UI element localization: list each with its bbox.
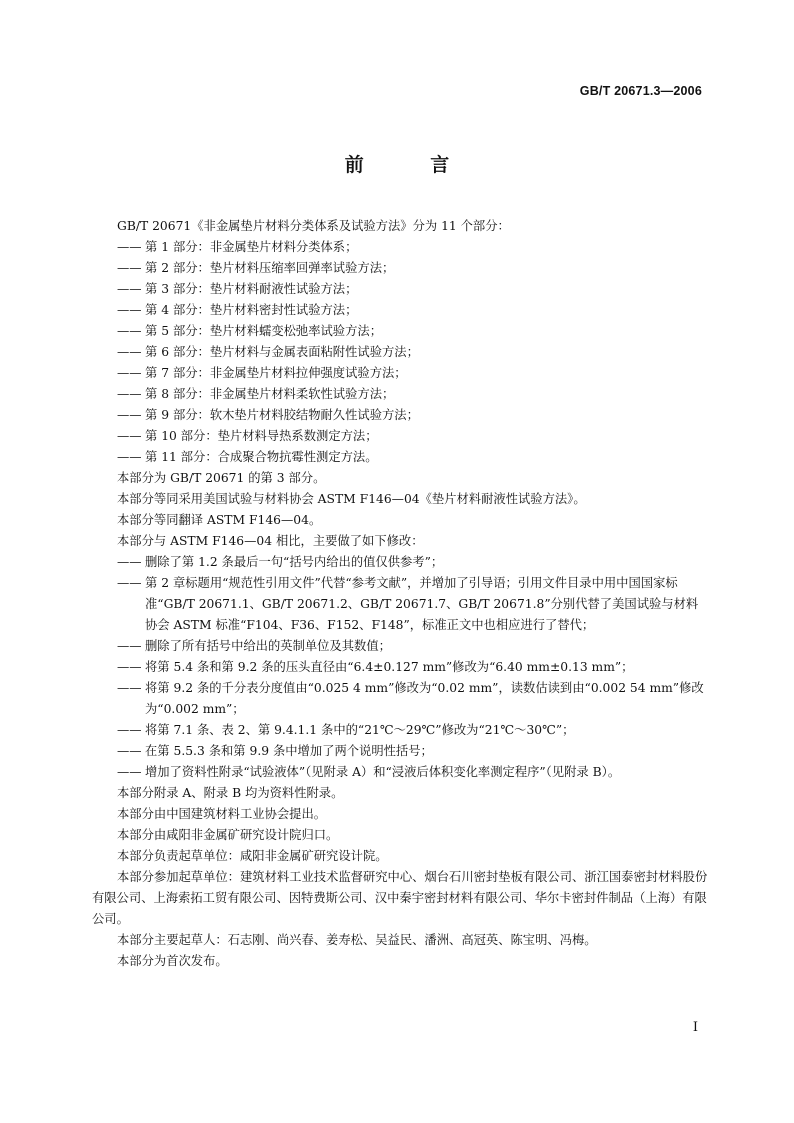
- list-item: [92, 300, 708, 321]
- change-item: 将第 7.1 条、表 2、第 9.4.1.1 条中的“21℃～29℃”修改为“21℃～30℃”；: [145, 723, 575, 737]
- paragraph: 本部分由咸阳非金属矿研究设计院归口。: [117, 828, 339, 842]
- dash-bullet: ——: [117, 639, 142, 653]
- list-item: [92, 741, 708, 762]
- list-item: [92, 237, 708, 258]
- part-item: 第 5 部分：垫片材料蠕变松弛率试验方法；: [145, 324, 382, 338]
- list-item: [92, 321, 708, 342]
- page-title: 前 言: [344, 154, 480, 176]
- dash-bullet: ——: [117, 366, 142, 380]
- paragraph: 本部分由中国建筑材料工业协会提出。: [117, 807, 327, 821]
- part-item: 第 6 部分：垫片材料与金属表面粘附性试验方法；: [145, 345, 419, 359]
- change-item: 增加了资料性附录“试验液体”（见附录 A）和“浸液后体积变化率测定程序”（见附录 B）。: [145, 765, 621, 779]
- page-number: I: [692, 1020, 698, 1035]
- part-item: 第 11 部分：合成聚合物抗霉性测定方法。: [145, 450, 378, 464]
- paragraph: 本部分等同翻译 ASTM F146—04。: [117, 513, 322, 527]
- dash-bullet: ——: [117, 723, 142, 737]
- change-item: 将第 5.4 条和第 9.2 条的压头直径由“6.4±0.127 mm”修改为“6.40 mm±0.13 mm”；: [145, 660, 634, 674]
- list-item: [92, 678, 708, 720]
- part-item: 第 2 部分：垫片材料压缩率回弹率试验方法；: [145, 261, 395, 275]
- dash-bullet: ——: [117, 429, 142, 443]
- list-item: [92, 573, 708, 636]
- dash-bullet: ——: [117, 660, 142, 674]
- change-item: 在第 5.5.3 条和第 9.9 条中增加了两个说明性括号；: [145, 744, 433, 758]
- list-item: [92, 279, 708, 300]
- dash-bullet: ——: [117, 765, 142, 779]
- dash-bullet: ——: [117, 576, 142, 590]
- dash-bullet: ——: [117, 450, 142, 464]
- change-item: 将第 9.2 条的千分表分度值由“0.025 4 mm”修改为“0.02 mm”，读数估读到由“0.002 54 mm”修改为“0.002 mm”；: [145, 681, 704, 716]
- part-item: 第 7 部分：非金属垫片材料拉伸强度试验方法；: [145, 366, 407, 380]
- change-item: 第 2 章标题用“规范性引用文件”代替“参考文献”，并增加了引导语；引用文件目录中用中国国家标准“GB/T 20671.1、GB/T 20671.2、GB/T 20671.7、GB/T 20671.8”分别代替了美国试验与材料协会 ASTM 标准“F104、F36、F152、F148”，标准正文中也相应进行了替代；: [145, 576, 699, 632]
- dash-bullet: ——: [117, 261, 142, 275]
- dash-bullet: ——: [117, 408, 142, 422]
- part-item: 第 8 部分：非金属垫片材料柔软性试验方法；: [145, 387, 395, 401]
- part-item: 第 1 部分：非金属垫片材料分类体系；: [145, 240, 358, 254]
- standard-code: GB/T 20671.3—2006: [579, 84, 702, 98]
- dash-bullet: ——: [117, 240, 142, 254]
- dash-bullet: ——: [117, 282, 142, 296]
- list-item: [92, 720, 708, 741]
- list-item: [92, 258, 708, 279]
- list-item: [92, 342, 708, 363]
- paragraph: 本部分主要起草人：石志刚、尚兴春、姜寿松、吴益民、潘洲、高冠英、陈宝明、冯梅。: [117, 933, 597, 947]
- change-item: 删除了所有括号中给出的英制单位及其数值；: [145, 639, 391, 653]
- list-item: [92, 636, 708, 657]
- paragraph: 本部分负责起草单位：咸阳非金属矿研究设计院。: [117, 849, 388, 863]
- dash-bullet: ——: [117, 681, 142, 695]
- part-item: 第 10 部分：垫片材料导热系数测定方法；: [145, 429, 378, 443]
- list-item: [92, 552, 708, 573]
- list-item: [92, 405, 708, 426]
- paragraph: 本部分等同采用美国试验与材料协会 ASTM F146—04《垫片材料耐液性试验方法》。: [117, 492, 586, 506]
- dash-bullet: ——: [117, 744, 142, 758]
- paragraph: 本部分附录 A、附录 B 均为资料性附录。: [117, 786, 344, 800]
- dash-bullet: ——: [117, 555, 142, 569]
- change-item: 删除了第 1.2 条最后一句“括号内给出的值仅供参考”；: [145, 555, 444, 569]
- list-item: [92, 426, 708, 447]
- list-item: [92, 447, 708, 468]
- paragraph: 本部分参加起草单位：建筑材料工业技术监督研究中心、烟台石川密封垫板有限公司、浙江国泰密封材料股份有限公司、上海索拓工贸有限公司、因特费斯公司、汉中秦宇密封材料有限公司、华尔卡密封件制品（上海）有限公司。: [92, 870, 708, 926]
- dash-bullet: ——: [117, 303, 142, 317]
- dash-bullet: ——: [117, 324, 142, 338]
- paragraph: 本部分与 ASTM F146—04 相比，主要做了如下修改：: [117, 534, 424, 548]
- intro-paragraph: GB/T 20671《非金属垫片材料分类体系及试验方法》分为 11 个部分：: [117, 219, 510, 233]
- part-item: 第 3 部分：垫片材料耐液性试验方法；: [145, 282, 358, 296]
- foreword-body: [92, 216, 708, 972]
- dash-bullet: ——: [117, 387, 142, 401]
- list-item: [92, 657, 708, 678]
- dash-bullet: ——: [117, 345, 142, 359]
- list-item: [92, 384, 708, 405]
- part-item: 第 9 部分：软木垫片材料胶结物耐久性试验方法；: [145, 408, 419, 422]
- paragraph: 本部分为 GB/T 20671 的第 3 部分。: [117, 471, 326, 485]
- list-item: [92, 762, 708, 783]
- part-item: 第 4 部分：垫片材料密封性试验方法；: [145, 303, 358, 317]
- paragraph: 本部分为首次发布。: [117, 954, 228, 968]
- list-item: [92, 363, 708, 384]
